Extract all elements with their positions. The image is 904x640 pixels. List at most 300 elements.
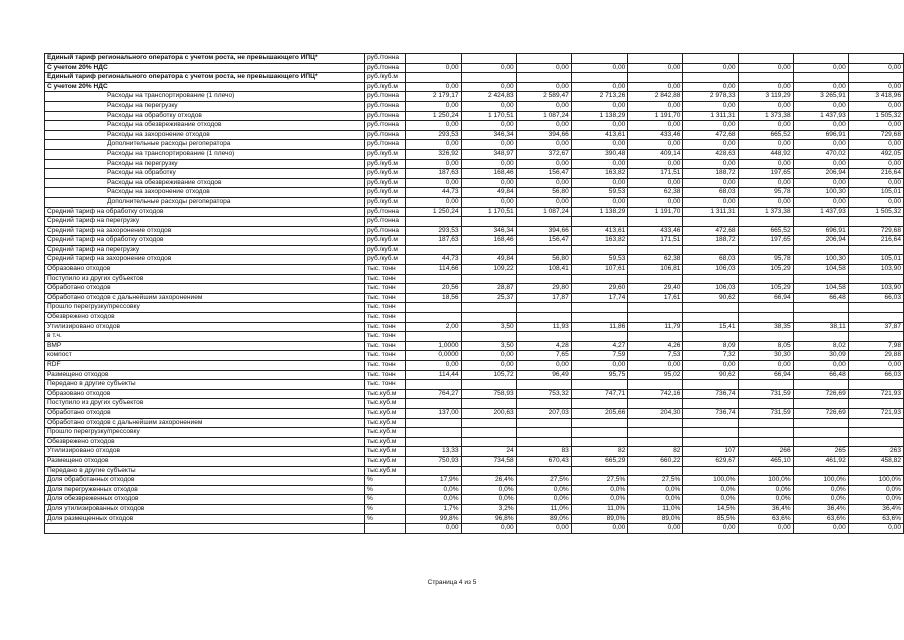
row-name-cell: Единый тариф регионального оператора с учетом роста, не превышающего ИПЦ*	[45, 73, 365, 83]
value-cell: 66,48	[793, 370, 848, 380]
row-name-cell: Расходы на обезвреживание отходов	[45, 121, 365, 131]
value-cell: 36,4%	[738, 504, 793, 514]
value-cell: 729,68	[848, 226, 903, 236]
unit-cell: руб./тонна	[365, 226, 406, 236]
value-cell: 0,00	[628, 101, 683, 111]
value-cell: 106,81	[628, 265, 683, 275]
value-cell	[516, 428, 571, 438]
value-cell: 105,29	[738, 265, 793, 275]
value-cell: 0,00	[738, 524, 793, 534]
value-cell: 27,5%	[516, 476, 571, 486]
row-name-cell: Передано в другие субъекты	[45, 466, 365, 476]
value-cell	[793, 303, 848, 313]
unit-cell: руб./куб.м	[365, 149, 406, 159]
row-name-cell: Обезврежено отходов	[45, 437, 365, 447]
table-row	[45, 92, 904, 102]
value-cell: 1 311,31	[683, 207, 738, 217]
value-cell: 0,00	[793, 524, 848, 534]
value-cell	[571, 466, 628, 476]
value-cell: 59,53	[571, 255, 628, 265]
value-cell	[461, 217, 516, 227]
unit-cell: тыс.куб.м	[365, 389, 406, 399]
value-cell: 0,00	[683, 361, 738, 371]
table-row	[45, 322, 904, 332]
value-cell: 0,00	[793, 197, 848, 207]
value-cell: 4,27	[571, 341, 628, 351]
value-cell	[738, 380, 793, 390]
value-cell: 0,00	[683, 159, 738, 169]
table-row	[45, 476, 904, 486]
unit-cell: руб./куб.м	[365, 197, 406, 207]
value-cell	[628, 245, 683, 255]
table-row	[45, 361, 904, 371]
table-row	[45, 293, 904, 303]
value-cell	[848, 303, 903, 313]
value-cell	[406, 466, 461, 476]
value-cell: 3 265,91	[793, 92, 848, 102]
value-cell	[738, 332, 793, 342]
value-cell	[406, 428, 461, 438]
value-cell	[628, 418, 683, 428]
page-number-label: Страница 4 из 5	[427, 579, 477, 586]
value-cell: 66,94	[738, 293, 793, 303]
value-cell	[516, 332, 571, 342]
value-cell	[683, 437, 738, 447]
value-cell	[848, 332, 903, 342]
value-cell: 696,91	[793, 130, 848, 140]
value-cell	[406, 380, 461, 390]
value-cell: 0,00	[628, 524, 683, 534]
value-cell: 0,00	[738, 63, 793, 73]
value-cell: 0,00	[406, 63, 461, 73]
table-row	[45, 197, 904, 207]
value-cell: 0,00	[793, 159, 848, 169]
value-cell: 0,0%	[516, 485, 571, 495]
value-cell: 721,93	[848, 408, 903, 418]
value-cell: 66,48	[793, 293, 848, 303]
value-cell: 62,38	[628, 255, 683, 265]
row-name-cell: Образовано отходов	[45, 389, 365, 399]
table-row	[45, 485, 904, 495]
row-name-cell: Средний тариф на перегрузку	[45, 245, 365, 255]
value-cell: 85,5%	[683, 514, 738, 524]
value-cell: 0,00	[793, 63, 848, 73]
value-cell: 29,40	[628, 284, 683, 294]
value-cell	[628, 313, 683, 323]
row-name-cell: Расходы на захоронение отходов	[45, 130, 365, 140]
row-name-cell: Дополнительные расходы регоператора	[45, 197, 365, 207]
value-cell: 753,32	[516, 389, 571, 399]
value-cell: 0,0%	[738, 495, 793, 505]
value-cell	[516, 274, 571, 284]
row-name-cell	[45, 524, 365, 534]
value-cell: 0,00	[848, 101, 903, 111]
value-cell: 2,00	[406, 322, 461, 332]
table-row	[45, 255, 904, 265]
row-name-cell: Средний тариф на захоронение отходов	[45, 226, 365, 236]
value-cell: 11,0%	[571, 504, 628, 514]
value-cell: 0,00	[683, 178, 738, 188]
value-cell	[848, 428, 903, 438]
value-cell: 100,0%	[683, 476, 738, 486]
value-cell: 8,05	[738, 341, 793, 351]
value-cell: 428,63	[683, 149, 738, 159]
table-row	[45, 274, 904, 284]
value-cell: 0,00	[793, 178, 848, 188]
value-cell	[461, 303, 516, 313]
value-cell: 660,22	[628, 456, 683, 466]
value-cell	[571, 332, 628, 342]
value-cell: 207,03	[516, 408, 571, 418]
value-cell: 0,00	[406, 361, 461, 371]
value-cell: 0,0%	[461, 485, 516, 495]
table-row	[45, 456, 904, 466]
value-cell	[793, 313, 848, 323]
value-cell: 206,94	[793, 169, 848, 179]
table-row	[45, 140, 904, 150]
value-cell: 0,00	[793, 82, 848, 92]
value-cell: 265	[793, 447, 848, 457]
value-cell: 89,0%	[571, 514, 628, 524]
unit-cell: руб./тонна	[365, 207, 406, 217]
value-cell: 103,90	[848, 265, 903, 275]
value-cell: 0,00	[628, 140, 683, 150]
row-name-cell: Обработано отходов	[45, 284, 365, 294]
value-cell: 95,78	[738, 255, 793, 265]
value-cell: 66,03	[848, 293, 903, 303]
table-row	[45, 514, 904, 524]
value-cell: 7,65	[516, 351, 571, 361]
row-name-cell: Расходы на транспортирование (1 плечо)	[45, 92, 365, 102]
value-cell: 0,00	[516, 197, 571, 207]
row-name-cell: Расходы на перегрузку	[45, 101, 365, 111]
value-cell	[683, 73, 738, 83]
value-cell	[406, 437, 461, 447]
value-cell: 0,00	[848, 178, 903, 188]
row-name-cell: Расходы на обработку отходов	[45, 111, 365, 121]
value-cell	[848, 437, 903, 447]
row-name-cell: Доля обработанных отходов	[45, 476, 365, 486]
table-row	[45, 245, 904, 255]
value-cell: 95,75	[571, 370, 628, 380]
value-cell: 0,00	[406, 101, 461, 111]
value-cell: 17,74	[571, 293, 628, 303]
row-name-cell: Расходы на обезвреживание отходов	[45, 178, 365, 188]
value-cell: 0,00	[738, 121, 793, 131]
value-cell: 0,0%	[406, 485, 461, 495]
value-cell: 0,0%	[461, 495, 516, 505]
unit-cell: руб./куб.м	[365, 245, 406, 255]
value-cell: 1 170,51	[461, 111, 516, 121]
table-row	[45, 169, 904, 179]
value-cell	[793, 73, 848, 83]
value-cell	[848, 313, 903, 323]
value-cell	[516, 313, 571, 323]
table-row	[45, 466, 904, 476]
unit-cell: тыс.куб.м	[365, 437, 406, 447]
tariff-table-body	[45, 54, 904, 534]
value-cell	[793, 332, 848, 342]
value-cell: 106,03	[683, 265, 738, 275]
value-cell: 68,03	[683, 255, 738, 265]
value-cell	[738, 466, 793, 476]
value-cell: 137,00	[406, 408, 461, 418]
unit-cell: тыс. тонн	[365, 322, 406, 332]
unit-cell: тыс. тонн	[365, 361, 406, 371]
value-cell: 0,0%	[683, 485, 738, 495]
value-cell: 56,80	[516, 255, 571, 265]
value-cell: 8,02	[793, 341, 848, 351]
value-cell: 0,0%	[571, 485, 628, 495]
unit-cell: руб./куб.м	[365, 73, 406, 83]
value-cell: 0,00	[516, 82, 571, 92]
value-cell: 63,6%	[793, 514, 848, 524]
value-cell	[571, 274, 628, 284]
value-cell: 0,0%	[793, 485, 848, 495]
value-cell: 0,00	[516, 63, 571, 73]
row-name-cell: Обработано отходов	[45, 408, 365, 418]
value-cell: 44,73	[406, 188, 461, 198]
value-cell	[571, 418, 628, 428]
value-cell: 461,92	[793, 456, 848, 466]
value-cell: 1,0000	[406, 341, 461, 351]
value-cell	[571, 399, 628, 409]
unit-cell: тыс. тонн	[365, 265, 406, 275]
value-cell: 0,00	[406, 178, 461, 188]
value-cell: 394,66	[516, 130, 571, 140]
value-cell: 36,4%	[793, 504, 848, 514]
value-cell: 187,63	[406, 236, 461, 246]
value-cell	[683, 418, 738, 428]
value-cell: 0,00	[571, 101, 628, 111]
value-cell: 187,63	[406, 169, 461, 179]
unit-cell: руб./куб.м	[365, 178, 406, 188]
value-cell	[628, 303, 683, 313]
value-cell: 104,58	[793, 265, 848, 275]
row-name-cell: Средний тариф на обработку отходов	[45, 207, 365, 217]
value-cell: 2 978,33	[683, 92, 738, 102]
unit-cell: руб./куб.м	[365, 169, 406, 179]
row-name-cell: Средний тариф на обработку отходов	[45, 236, 365, 246]
value-cell: 472,68	[683, 130, 738, 140]
value-cell	[628, 428, 683, 438]
row-name-cell: Поступило из других субъектов	[45, 399, 365, 409]
value-cell: 629,67	[683, 456, 738, 466]
value-cell: 0,0%	[516, 495, 571, 505]
value-cell: 0,00	[628, 63, 683, 73]
value-cell: 390,48	[571, 149, 628, 159]
value-cell: 171,51	[628, 169, 683, 179]
unit-cell: тыс. тонн	[365, 351, 406, 361]
value-cell: 7,98	[848, 341, 903, 351]
table-row	[45, 437, 904, 447]
table-row	[45, 54, 904, 64]
value-cell	[848, 399, 903, 409]
value-cell: 0,00	[516, 140, 571, 150]
value-cell: 0,00	[461, 159, 516, 169]
unit-cell: тыс.куб.м	[365, 408, 406, 418]
value-cell	[461, 274, 516, 284]
value-cell: 0,0%	[406, 495, 461, 505]
value-cell: 11,0%	[628, 504, 683, 514]
row-name-cell: Единый тариф регионального оператора с учетом роста, не превышающего ИПЦ*	[45, 54, 365, 64]
unit-cell: %	[365, 485, 406, 495]
value-cell: 0,00	[848, 361, 903, 371]
table-row	[45, 399, 904, 409]
value-cell: 0,00	[571, 63, 628, 73]
value-cell: 0,00	[628, 121, 683, 131]
value-cell: 433,46	[628, 130, 683, 140]
value-cell	[461, 332, 516, 342]
value-cell: 0,00	[461, 140, 516, 150]
value-cell: 348,97	[461, 149, 516, 159]
value-cell: 188,72	[683, 236, 738, 246]
value-cell: 1 191,70	[628, 111, 683, 121]
value-cell: 263	[848, 447, 903, 457]
value-cell	[571, 73, 628, 83]
value-cell: 17,9%	[406, 476, 461, 486]
value-cell	[683, 428, 738, 438]
row-name-cell: Размещено отходов	[45, 456, 365, 466]
tariff-table	[44, 53, 904, 534]
unit-cell: руб./тонна	[365, 217, 406, 227]
value-cell: 66,94	[738, 370, 793, 380]
value-cell: 293,53	[406, 130, 461, 140]
value-cell: 736,74	[683, 408, 738, 418]
table-row	[45, 111, 904, 121]
value-cell: 721,93	[848, 389, 903, 399]
table-row	[45, 159, 904, 169]
value-cell: 1 505,32	[848, 207, 903, 217]
value-cell	[848, 380, 903, 390]
unit-cell: руб./куб.м	[365, 82, 406, 92]
value-cell: 764,27	[406, 389, 461, 399]
value-cell: 63,6%	[738, 514, 793, 524]
value-cell: 30,30	[738, 351, 793, 361]
value-cell: 665,29	[571, 456, 628, 466]
value-cell: 2 589,47	[516, 92, 571, 102]
value-cell: 114,44	[406, 370, 461, 380]
value-cell: 0,00	[628, 178, 683, 188]
value-cell	[571, 303, 628, 313]
row-name-cell: Поступило из других субъектов	[45, 274, 365, 284]
table-row	[45, 149, 904, 159]
value-cell	[683, 217, 738, 227]
value-cell: 1 437,93	[793, 207, 848, 217]
value-cell: 29,80	[516, 284, 571, 294]
value-cell: 8,09	[683, 341, 738, 351]
unit-cell: руб./тонна	[365, 111, 406, 121]
row-name-cell: Расходы на транспортирование (1 плечо)	[45, 149, 365, 159]
unit-cell: руб./куб.м	[365, 255, 406, 265]
value-cell	[793, 428, 848, 438]
value-cell: 413,61	[571, 226, 628, 236]
value-cell: 293,53	[406, 226, 461, 236]
value-cell	[793, 466, 848, 476]
value-cell: 38,11	[793, 322, 848, 332]
value-cell: 0,0000	[406, 351, 461, 361]
value-cell: 346,34	[461, 130, 516, 140]
value-cell: 1 087,24	[516, 207, 571, 217]
value-cell: 0,00	[848, 140, 903, 150]
value-cell: 109,22	[461, 265, 516, 275]
row-name-cell: Образовано отходов	[45, 265, 365, 275]
table-row	[45, 313, 904, 323]
row-name-cell: Дополнительные расходы регоператора	[45, 140, 365, 150]
value-cell: 107	[683, 447, 738, 457]
value-cell	[406, 73, 461, 83]
value-cell: 11,79	[628, 322, 683, 332]
value-cell	[683, 332, 738, 342]
value-cell	[516, 217, 571, 227]
value-cell	[516, 399, 571, 409]
unit-cell: тыс. тонн	[365, 274, 406, 284]
value-cell: 99,8%	[406, 514, 461, 524]
value-cell: 458,82	[848, 456, 903, 466]
value-cell: 372,67	[516, 149, 571, 159]
table-row	[45, 236, 904, 246]
value-cell: 100,0%	[793, 476, 848, 486]
value-cell	[406, 54, 461, 64]
value-cell: 0,0%	[848, 485, 903, 495]
value-cell	[571, 437, 628, 447]
value-cell: 105,72	[461, 370, 516, 380]
row-name-cell: Средний тариф на перегрузку	[45, 217, 365, 227]
value-cell: 66,03	[848, 370, 903, 380]
value-cell: 0,00	[738, 101, 793, 111]
value-cell: 3 119,29	[738, 92, 793, 102]
value-cell	[516, 73, 571, 83]
value-cell: 0,00	[571, 197, 628, 207]
value-cell	[793, 380, 848, 390]
unit-cell: тыс.куб.м	[365, 456, 406, 466]
value-cell: 14,5%	[683, 504, 738, 514]
value-cell: 163,82	[571, 169, 628, 179]
row-name-cell: Доля перегруженных отходов	[45, 485, 365, 495]
value-cell: 163,82	[571, 236, 628, 246]
value-cell	[571, 428, 628, 438]
value-cell: 0,00	[406, 121, 461, 131]
unit-cell: тыс.куб.м	[365, 418, 406, 428]
table-row	[45, 351, 904, 361]
value-cell: 25,37	[461, 293, 516, 303]
value-cell: 1,7%	[406, 504, 461, 514]
unit-cell: тыс. тонн	[365, 284, 406, 294]
value-cell: 4,26	[628, 341, 683, 351]
value-cell: 36,4%	[848, 504, 903, 514]
value-cell	[461, 54, 516, 64]
value-cell: 0,00	[406, 159, 461, 169]
unit-cell: руб./тонна	[365, 92, 406, 102]
value-cell: 0,00	[793, 101, 848, 111]
row-name-cell: С учетом 20% НДС	[45, 63, 365, 73]
table-row	[45, 63, 904, 73]
value-cell: 17,61	[628, 293, 683, 303]
value-cell	[683, 380, 738, 390]
row-name-cell: Обработано отходов с дальнейшим захоронением	[45, 418, 365, 428]
unit-cell: тыс. тонн	[365, 332, 406, 342]
value-cell: 197,65	[738, 169, 793, 179]
table-row	[45, 380, 904, 390]
value-cell	[848, 245, 903, 255]
value-cell: 0,00	[628, 82, 683, 92]
value-cell: 3 418,96	[848, 92, 903, 102]
value-cell: 346,34	[461, 226, 516, 236]
value-cell: 1 505,32	[848, 111, 903, 121]
value-cell: 30,09	[793, 351, 848, 361]
row-name-cell: Расходы на перегрузку	[45, 159, 365, 169]
value-cell: 0,00	[516, 361, 571, 371]
